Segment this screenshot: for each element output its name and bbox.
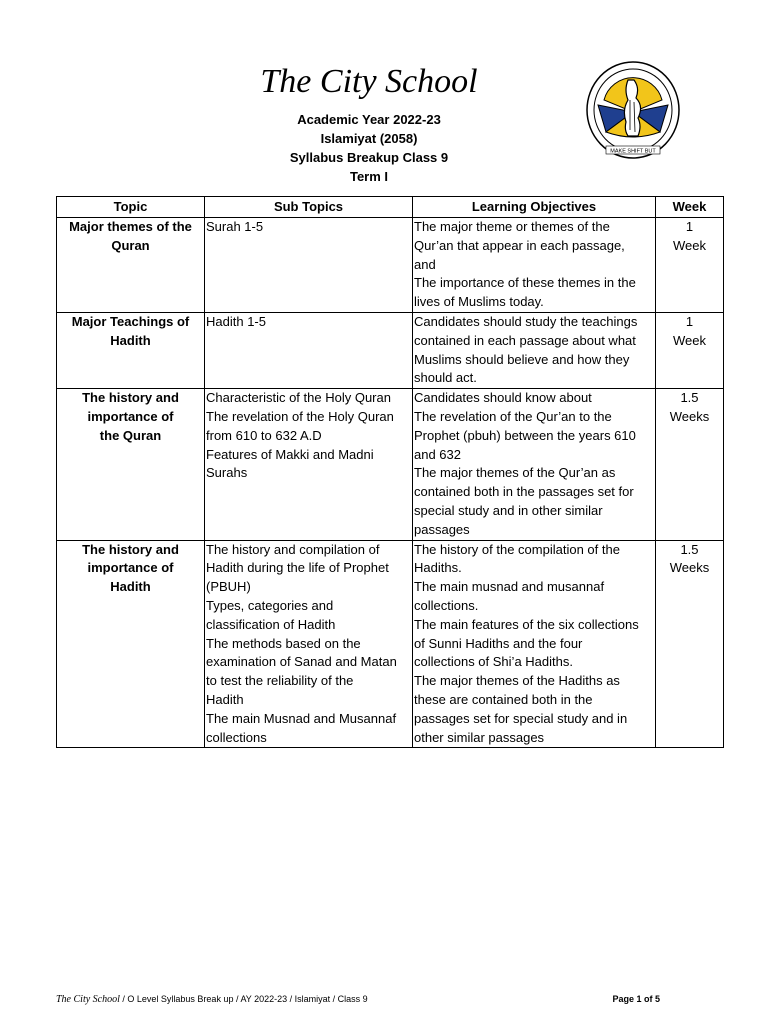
header-week: Week [656,197,724,218]
learning-objectives-line: Qur’an that appear in each passage, [414,237,625,253]
syllabus-table [56,196,724,748]
topic-line: importance of [87,408,174,424]
sub-topics-line: The history and compilation of [206,541,380,557]
topic-cell [57,312,205,388]
page-number: Page 1 of 5 [612,994,660,1004]
week-line: 1.5 [680,390,699,406]
learning-objectives-line: other similar passages [414,729,545,745]
topic-cell [57,540,205,748]
footer-text: / O Level Syllabus Break up / AY 2022-23 / Islamiyat / Class 9 [119,994,368,1004]
sub-topics-line: to test the reliability of the [206,673,354,689]
sub-topics-line: The revelation of the Holy Quran [206,408,394,424]
learning-objectives-line: Candidates should study the teachings [414,313,638,329]
topic-line: importance of [87,560,174,576]
sub-topics-line: Surah 1-5 [206,219,264,234]
learning-objectives-line: The major themes of the Hadiths as [414,673,620,689]
week-line: Week [673,237,706,253]
learning-objectives-line: and 632 [414,446,461,462]
week-line: Weeks [669,408,710,424]
week-line: Weeks [669,560,710,576]
footer-brand: The City School [56,994,120,1005]
sub-topics-line: Hadith [206,691,244,707]
topic-line: the Quran [99,427,162,443]
week-cell [656,540,724,748]
sub-topics-cell [205,540,413,748]
sub-topics-line: classification of Hadith [206,616,336,632]
sub-topics-line: from 610 to 632 A.D [206,427,322,443]
learning-objectives-line: passages [414,521,470,537]
learning-objectives-line: and [414,256,436,272]
sub-topics-line: collections [206,729,267,745]
subject-title: Islamiyat (2058) [320,131,418,146]
topic-line: Hadith [110,579,151,595]
week-line: 1 [685,219,694,234]
learning-objectives-line: The history of the compilation of the [414,541,620,557]
academic-year: Academic Year 2022-23 [297,112,441,127]
sub-topics-line: The methods based on the [206,635,361,651]
sub-topics-line: Hadith during the life of Prophet [206,560,389,576]
sub-topics-line: Hadith 1-5 [206,313,266,329]
table-header-row [57,197,724,218]
school-name: The City School [260,63,478,100]
week-cell [656,389,724,540]
topic-line: The history and [82,390,179,406]
learning-objectives-line: special study and in other similar [414,502,603,518]
learning-objectives-cell [413,312,656,388]
topic-line: Quran [111,237,150,253]
topic-line: Major themes of the [69,219,192,234]
topic-line: The history and [82,541,179,557]
sub-topics-line: Types, categories and [206,597,334,613]
learning-objectives-line: lives of Muslims today. [414,294,544,310]
learning-objectives-line: Candidates should know about [414,390,592,406]
logo-motto: MAKE SHIFT BUT [610,148,656,155]
header-sub-topics: Sub Topics [205,197,413,218]
learning-objectives-line: The major theme or themes of the [414,219,610,234]
sub-topics-line: examination of Sanad and Matan [206,654,397,670]
sub-topics-line: Features of Makki and Madni [206,446,374,462]
sub-topics-line: The main Musnad and Musannaf [206,710,397,726]
learning-objectives-line: collections. [414,597,479,613]
learning-objectives-line: contained in each passage about what [414,332,636,348]
sub-topics-line: (PBUH) [206,579,251,595]
header-topic: Topic [57,197,205,218]
learning-objectives-line: should act. [414,370,477,386]
learning-objectives-cell [413,389,656,540]
table-row [57,389,724,540]
table-body [57,218,724,748]
topic-cell [57,389,205,540]
learning-objectives-line: The importance of these themes in the [414,275,636,291]
week-line: 1.5 [680,541,699,557]
learning-objectives-line: The main features of the six collections [414,616,639,632]
topic-line: Hadith [110,332,151,348]
term-title: Term I [349,169,389,184]
learning-objectives-line: contained both in the passages set for [414,484,634,500]
school-crest-logo [584,60,682,162]
sub-topics-cell [205,218,413,313]
learning-objectives-cell [413,218,656,313]
learning-objectives-line: of Sunni Hadiths and the four [414,635,583,651]
topic-line: Major Teachings of [71,313,190,329]
learning-objectives-line: Prophet (pbuh) between the years 610 [414,427,636,443]
topic-cell [57,218,205,313]
learning-objectives-line: Hadiths. [414,560,462,576]
footer-left [56,994,368,1005]
sub-topics-line: Characteristic of the Holy Quran [206,390,391,406]
week-line: 1 [685,313,694,329]
week-cell [656,312,724,388]
header-learning-objectives: Learning Objectives [413,197,656,218]
syllabus-breakup-title: Syllabus Breakup Class 9 [289,150,449,165]
learning-objectives-cell [413,540,656,748]
week-line: Week [673,332,706,348]
table-row [57,312,724,388]
learning-objectives-line: The major themes of the Qur’an as [414,465,616,481]
sub-topics-cell [205,312,413,388]
sub-topics-line: Surahs [206,465,248,481]
learning-objectives-line: collections of Shi’a Hadiths. [414,654,573,670]
learning-objectives-line: these are contained both in the [414,691,593,707]
learning-objectives-line: The main musnad and musannaf [414,579,605,595]
sub-topics-cell [205,389,413,540]
table-row [57,218,724,313]
week-cell [656,218,724,313]
table-row [57,540,724,748]
learning-objectives-line: The revelation of the Qur’an to the [414,408,612,424]
learning-objectives-line: passages set for special study and in [414,710,628,726]
learning-objectives-line: Muslims should believe and how they [414,351,630,367]
